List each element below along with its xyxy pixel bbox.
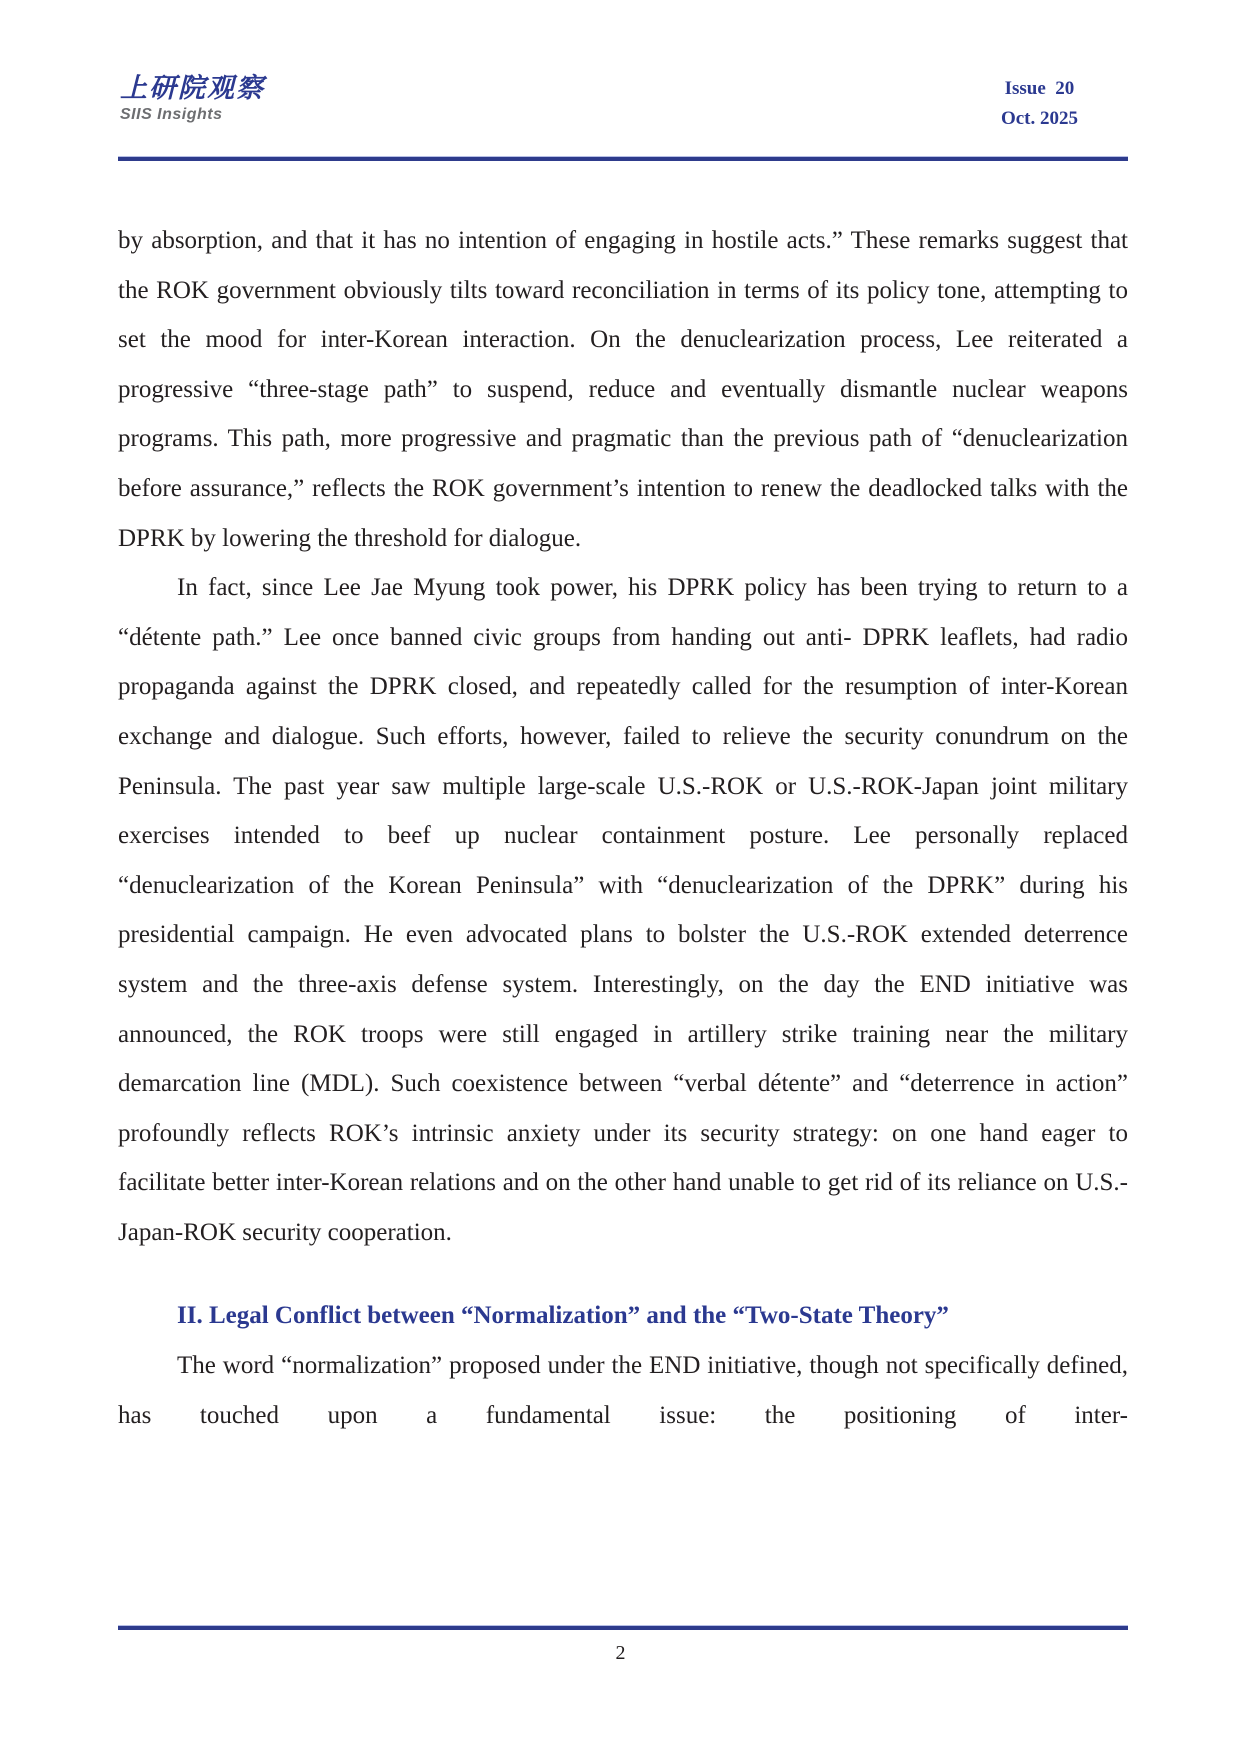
article-body [118, 216, 1128, 1440]
section-heading: II. Legal Conflict between “Normalization” and the “Two-State Theory” [177, 1302, 949, 1330]
paragraph: by absorption, and that it has no intention of engaging in hostile acts.” These remarks suggest that the ROK government obviously tilts toward reconciliation in terms of its policy tone, attempting to set the mood for inter-Korean interaction. On the denuclearization process, Lee reiterated a progressive “three-stage path” to suspend, reduce and eventually dismantle nuclear weapons programs. This path, more progressive and pragmatic than the previous path of “denuclearization before assurance,” reflects the ROK government’s intention to renew the deadlocked talks with the DPRK by lowering the threshold for dialogue. [118, 227, 1128, 552]
issue-info [1001, 74, 1078, 134]
logo-english-title: SIIS Insights [120, 106, 223, 123]
logo-chinese-title: 上研院观察 [120, 73, 265, 104]
page-number: 2 [615, 1642, 626, 1664]
siis-logo [120, 74, 265, 124]
paragraph: In fact, since Lee Jae Myung took power, his DPRK policy has been trying to return to a “détente path.” Lee once banned civic groups from handing out anti- DPRK leaflets, had radio propaganda against the DPRK closed, and repeatedly called for the resumption of inter-Korean exchange and dialogue. Such efforts, however, failed to relieve the security conundrum on the Peninsula. The past year saw multiple large-scale U.S.-ROK or U.S.-ROK-Japan joint military exercises intended to beef up nuclear containment posture. Lee personally replaced “denuclearization of the Korean Peninsula” with “denuclearization of the DPRK” during his presidential campaign. He even advocated plans to bolster the U.S.-ROK extended deterrence system and the three-axis defense system. Interestingly, on the day the END initiative was announced, the ROK troops were still engaged in artillery strike training near the military demarcation line (MDL). Such coexistence between “verbal détente” and “deterrence in action” profoundly reflects ROK’s intrinsic anxiety under its security strategy: on one hand eager to facilitate better inter-Korean relations and on the other hand unable to get rid of its reliance on U.S.-Japan-ROK security cooperation. [118, 574, 1128, 1246]
issue-date: Oct. 2025 [1000, 108, 1078, 129]
header-divider [118, 156, 1128, 161]
paragraph: The word “normalization” proposed under the END initiative, though not specifically defined, has touched upon a fundamental issue: the positioning of inter- [118, 1352, 1128, 1429]
footer-divider [118, 1625, 1128, 1630]
issue-number: Issue 20 [1004, 78, 1075, 99]
